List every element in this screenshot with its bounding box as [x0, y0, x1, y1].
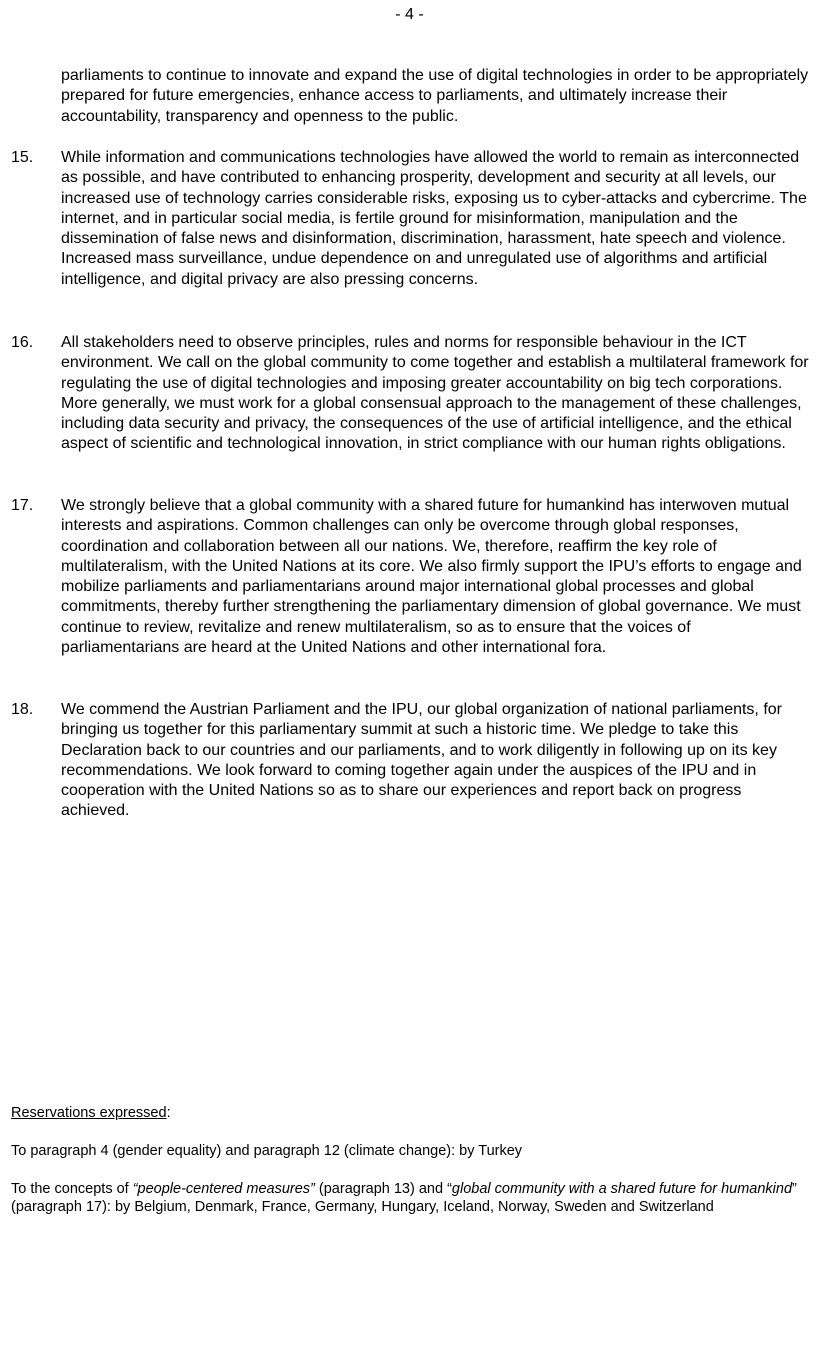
reservations-heading: [11, 1104, 813, 1122]
reservation-concepts-suffix: ” (paragraph 17): by Belgium, Denmark, France, Germany, Hungary, Iceland, Norway, Sweden and Switzerland: [11, 1181, 797, 1215]
paragraph-text: While information and communications technologies have allowed the world to remain as interconnected as possible, and have contributed to enhancing prosperity, development and security at all levels, our increased use of technology carries considerable risks, exposing us to cyber-attacks and cybercrime. The internet, and in particular social media, is fertile ground for misinformation, manipulation and the dissemination of false news and disinformation, discrimination, harassment, hate speech and violence. Increased mass surveillance, undue dependence on and unregulated use of algorithms and artificial intelligence, and digital privacy are also pressing concerns.: [61, 149, 807, 288]
reservation-concepts: [11, 1180, 813, 1216]
page-number: - 4 -: [395, 6, 424, 23]
reservation-concepts-mid: (paragraph 13) and “: [314, 1181, 452, 1197]
paragraph-number: 16.: [11, 334, 34, 351]
reservation-turkey: To paragraph 4 (gender equality) and paragraph 12 (climate change): by Turkey: [11, 1143, 523, 1159]
paragraph-18: [11, 700, 813, 822]
paragraph-number: 17.: [11, 497, 34, 514]
paragraph-number: 15.: [11, 149, 34, 166]
paragraph-text: We strongly believe that a global community with a shared future for humankind has interwoven mutual interests and aspirations. Common challenges can only be overcome through global responses, coordination and collaboration between all our nations. We, therefore, reaffirm the key role of multilateralism, with the United Nations at its core. We also firmly support the IPU’s efforts to engage and mobilize parliaments and parliamentarians around major international global processes and global commitments, thereby further strengthening the parliamentary dimension of global governance. We must continue to review, revitalize and renew multilateralism, so as to ensure that the voices of parliamentarians are heard at the United Nations and other international fora.: [61, 497, 802, 657]
paragraph-16: [11, 333, 813, 455]
continuation-paragraph: parliaments to continue to innovate and expand the use of digital technologies in order to be appropriately prepared for future emergencies, enhance access to parliaments, and ultimately increase their accountability, transparency and openness to the public.: [61, 67, 809, 125]
paragraph-text: All stakeholders need to observe principles, rules and norms for responsible behaviour in the ICT environment. We call on the global community to come together and establish a multilateral framework for regulating the use of digital technologies and imposing greater accountability on big tech corporations. More generally, we must work for a global consensual approach to the management of these challenges, including data security and privacy, the consequences of the use of artificial intelligence, and the ethical aspect of scientific and technological innovation, in strict compliance with our human rights obligations.: [61, 334, 809, 453]
paragraph-15: [11, 148, 813, 290]
paragraph-17: [11, 496, 813, 658]
reservations-heading-text: Reservations expressed: [11, 1105, 167, 1121]
paragraph-text: We commend the Austrian Parliament and the IPU, our global organization of national parliaments, for bringing us together for this parliamentary summit at such a historic time. We pledge to take this Declaration back to our countries and our parliaments, and to work diligently in following up on its key recommendations. We look forward to coming together again under the auspices of the IPU and in cooperation with the United Nations so as to share our experiences and report back on progress achieved.: [61, 701, 782, 820]
reservation-term-people-centered: “people-centered measures”: [132, 1181, 315, 1197]
paragraph-number: 18.: [11, 701, 34, 718]
reservation-term-global-community: global community with a shared future for humankind: [451, 1181, 793, 1197]
reservation-concepts-prefix: To the concepts of: [11, 1181, 133, 1197]
reservations-heading-colon: :: [166, 1105, 171, 1121]
